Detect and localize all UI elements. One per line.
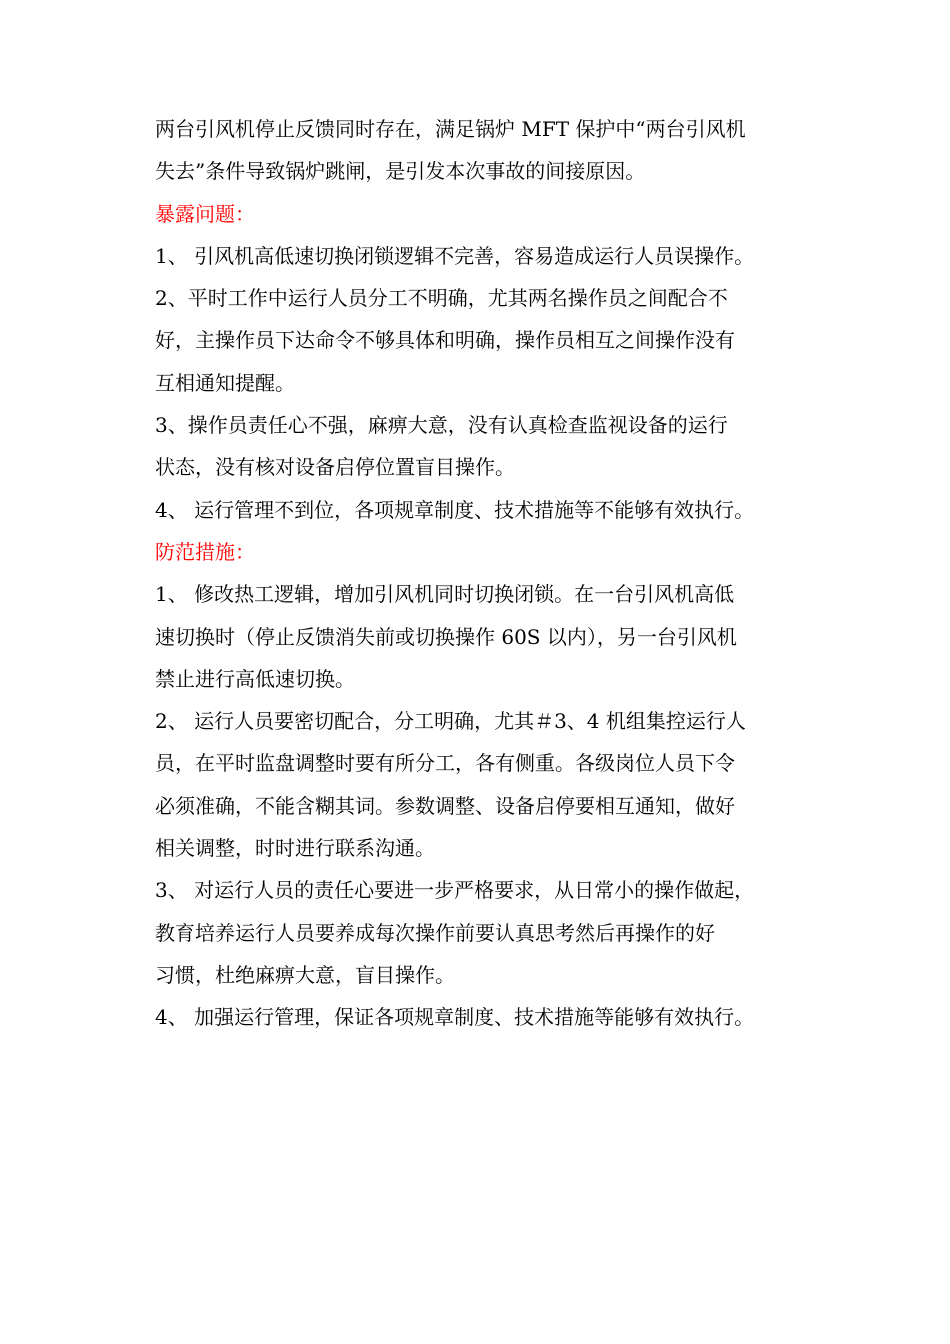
text-line: 速切换时（停止反馈消失前或切换操作 60S 以内），另一台引风机 bbox=[155, 624, 737, 649]
intro-paragraph bbox=[155, 108, 805, 193]
problem-item-1 bbox=[155, 235, 805, 277]
text-line: 员，在平时监盘调整时要有所分工，各有侧重。各级岗位人员下令 bbox=[155, 751, 735, 776]
text-line: 3、 对运行人员的责任心要进一步严格要求，从日常小的操作做起， bbox=[155, 878, 755, 903]
text-line: 4、 运行管理不到位，各项规章制度、技术措施等不能够有效执行。 bbox=[155, 497, 755, 522]
measure-item-1 bbox=[155, 573, 805, 700]
text-line: 4、 加强运行管理，保证各项规章制度、技术措施等能够有效执行。 bbox=[155, 1005, 755, 1030]
text-line: 禁止进行高低速切换。 bbox=[155, 666, 355, 691]
text-line: 相关调整，时时进行联系沟通。 bbox=[155, 836, 435, 861]
text-line: 必须准确，不能含糊其词。参数调整、设备启停要相互通知，做好 bbox=[155, 793, 735, 818]
problem-item-4 bbox=[155, 489, 805, 531]
text-line: 2、 运行人员要密切配合，分工明确，尤其＃3、4 机组集控运行人 bbox=[155, 709, 746, 734]
text-line: 两台引风机停止反馈同时存在，满足锅炉 MFT 保护中“两台引风机 bbox=[155, 117, 746, 141]
measure-item-4 bbox=[155, 996, 805, 1038]
measure-item-2 bbox=[155, 700, 805, 869]
text-line: 1、 修改热工逻辑，增加引风机同时切换闭锁。在一台引风机高低 bbox=[155, 582, 735, 607]
problem-item-2 bbox=[155, 277, 805, 404]
text-line: 习惯，杜绝麻痹大意，盲目操作。 bbox=[155, 962, 455, 987]
text-line: 1、 引风机高低速切换闭锁逻辑不完善，容易造成运行人员误操作。 bbox=[155, 243, 755, 268]
problem-item-3 bbox=[155, 404, 805, 489]
heading-text: 暴露问题： bbox=[155, 201, 255, 226]
text-line: 2、平时工作中运行人员分工不明确，尤其两名操作员之间配合不 bbox=[155, 286, 728, 311]
text-line: 好，主操作员下达命令不够具体和明确，操作员相互之间操作没有 bbox=[155, 328, 735, 353]
heading-text: 防范措施： bbox=[155, 539, 255, 564]
heading-preventive-measures bbox=[155, 531, 805, 573]
text-line: 状态，没有核对设备启停位置盲目操作。 bbox=[155, 455, 515, 480]
text-line: 互相通知提醒。 bbox=[155, 370, 295, 395]
measure-item-3 bbox=[155, 869, 805, 996]
document-body bbox=[155, 108, 805, 1039]
text-line: 3、操作员责任心不强，麻痹大意，没有认真检查监视设备的运行 bbox=[155, 413, 728, 438]
heading-exposed-problems bbox=[155, 193, 805, 235]
text-line: 教育培养运行人员要养成每次操作前要认真思考然后再操作的好 bbox=[155, 920, 715, 945]
text-line: 失去”条件导致锅炉跳闸，是引发本次事故的间接原因。 bbox=[155, 159, 646, 184]
